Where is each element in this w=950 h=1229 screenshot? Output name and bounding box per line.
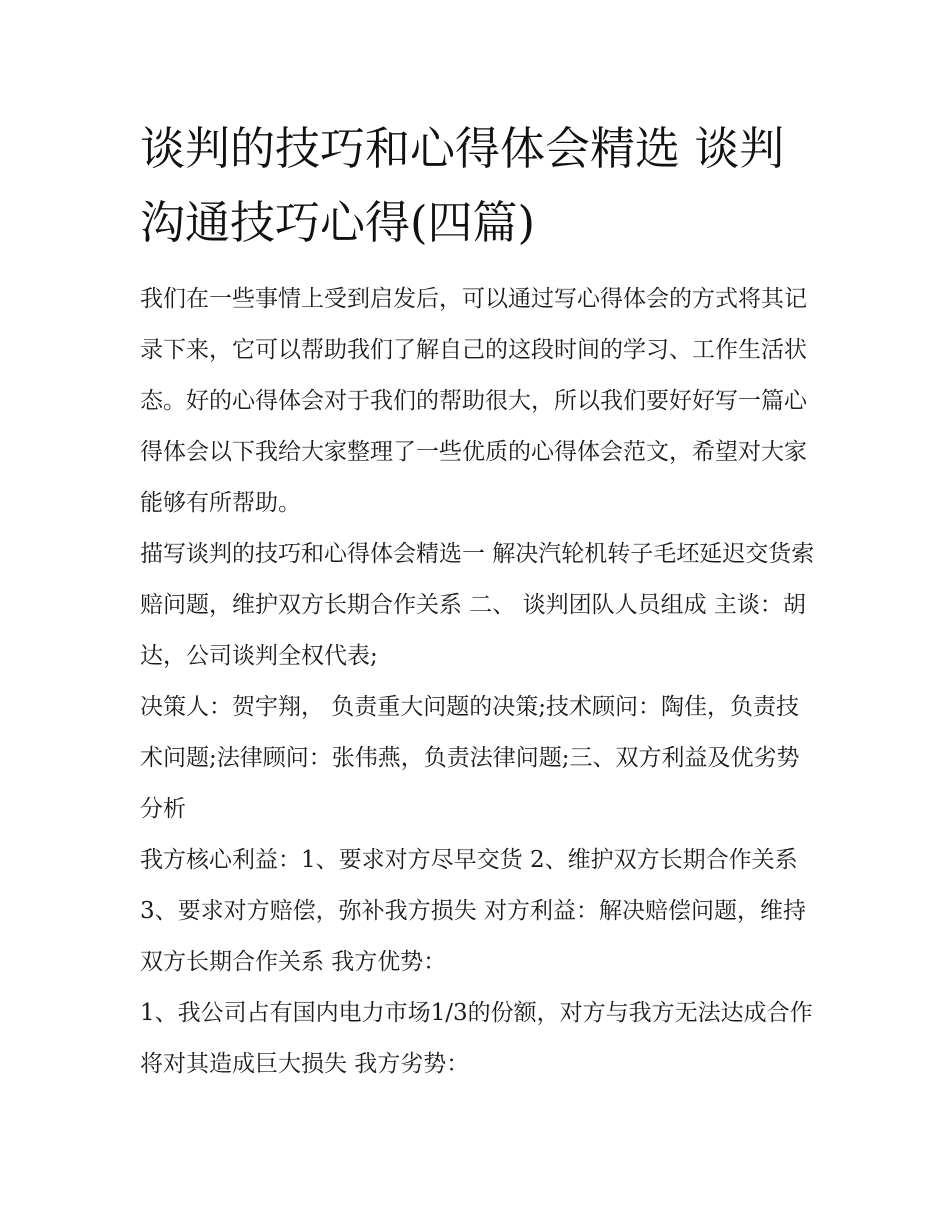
- paragraph-team-roles: 决策人：贺宇翔， 负责重大问题的决策;技术顾问：陶佳，负责技术问题;法律顾问：张伟燕，负责法律问题;三、双方利益及优劣势分析: [140, 694, 800, 822]
- paragraph-negotiation-topic: 描写谈判的技巧和心得体会精选一 解决汽轮机转子毛坯延迟交货索赔问题，维护双方长期合作关系 二、 谈判团队人员组成 主谈：胡达，公司谈判全权代表;: [140, 541, 815, 669]
- document-body: [140, 112, 820, 1090]
- document-title: 谈判的技巧和心得体会精选 谈判沟通技巧心得(四篇): [140, 122, 785, 249]
- paragraph-interests: 我方核心利益：1、要求对方尽早交货 2、维护双方长期合作关系 3、要求对方赔偿，弥补我方损失 对方利益：解决赔偿问题，维持双方长期合作关系 我方优势：: [140, 847, 806, 975]
- paragraph-advantages: 1、我公司占有国内电力市场1/3的份额，对方与我方无法达成合作将对其造成巨大损失 我方劣势：: [140, 1000, 813, 1077]
- paragraph-intro: 我们在一些事情上受到启发后，可以通过写心得体会的方式将其记录下来，它可以帮助我们了解自己的这段时间的学习、工作生活状态。好的心得体会对于我们的帮助很大，所以我们要好好写一篇心得体会以下我给大家整理了一些优质的心得体会范文，希望对大家能够有所帮助。: [140, 286, 807, 516]
